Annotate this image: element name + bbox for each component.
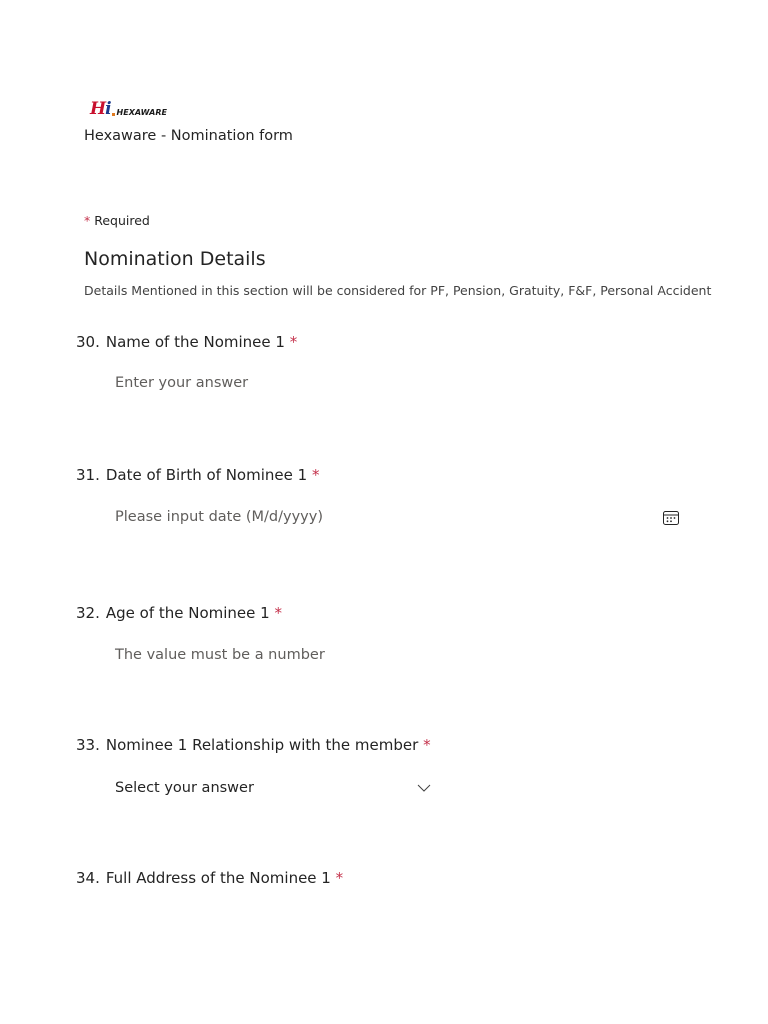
- hexaware-logo: [90, 98, 167, 118]
- logo-mark: Hi: [90, 99, 111, 119]
- question-32: [76, 604, 282, 622]
- question-label: Full Address of the Nominee 1: [105, 869, 331, 887]
- required-note: [84, 213, 150, 228]
- question-33: [76, 736, 431, 754]
- question-number: 34.: [76, 869, 100, 887]
- required-star: *: [311, 466, 320, 484]
- question-label: Nominee 1 Relationship with the member: [105, 736, 419, 754]
- section-title: Nomination Details: [84, 248, 266, 270]
- logo-word: HEXAWARE: [116, 108, 167, 117]
- required-label: Required: [94, 213, 150, 228]
- nominee-age-input[interactable]: The value must be a number: [115, 647, 325, 663]
- question-label: Age of the Nominee 1: [105, 604, 270, 622]
- question-number: 31.: [76, 466, 100, 484]
- question-label: Date of Birth of Nominee 1: [105, 466, 308, 484]
- question-label: Name of the Nominee 1: [105, 333, 285, 351]
- nominee-name-input[interactable]: Enter your answer: [115, 375, 249, 391]
- question-number: 33.: [76, 736, 100, 754]
- required-star: *: [335, 869, 344, 887]
- section-description: Details Mentioned in this section will be considered for PF, Pension, Gratuity, F&F, Personal Accident: [84, 283, 712, 298]
- form-title: Hexaware - Nomination form: [84, 128, 293, 144]
- logo-dot: [112, 113, 115, 116]
- required-star: *: [84, 213, 91, 228]
- relationship-dropdown[interactable]: Select your answer: [115, 780, 254, 796]
- calendar-icon[interactable]: [663, 511, 679, 525]
- required-star: *: [274, 604, 282, 622]
- question-34: [76, 869, 343, 887]
- question-30: [76, 333, 297, 351]
- question-31: [76, 466, 319, 484]
- required-star: *: [423, 736, 431, 754]
- chevron-down-icon[interactable]: [417, 783, 431, 793]
- question-number: 30.: [76, 333, 100, 351]
- required-star: *: [289, 333, 298, 351]
- question-number: 32.: [76, 604, 100, 622]
- nominee-dob-input[interactable]: Please input date (M/d/yyyy): [115, 509, 323, 525]
